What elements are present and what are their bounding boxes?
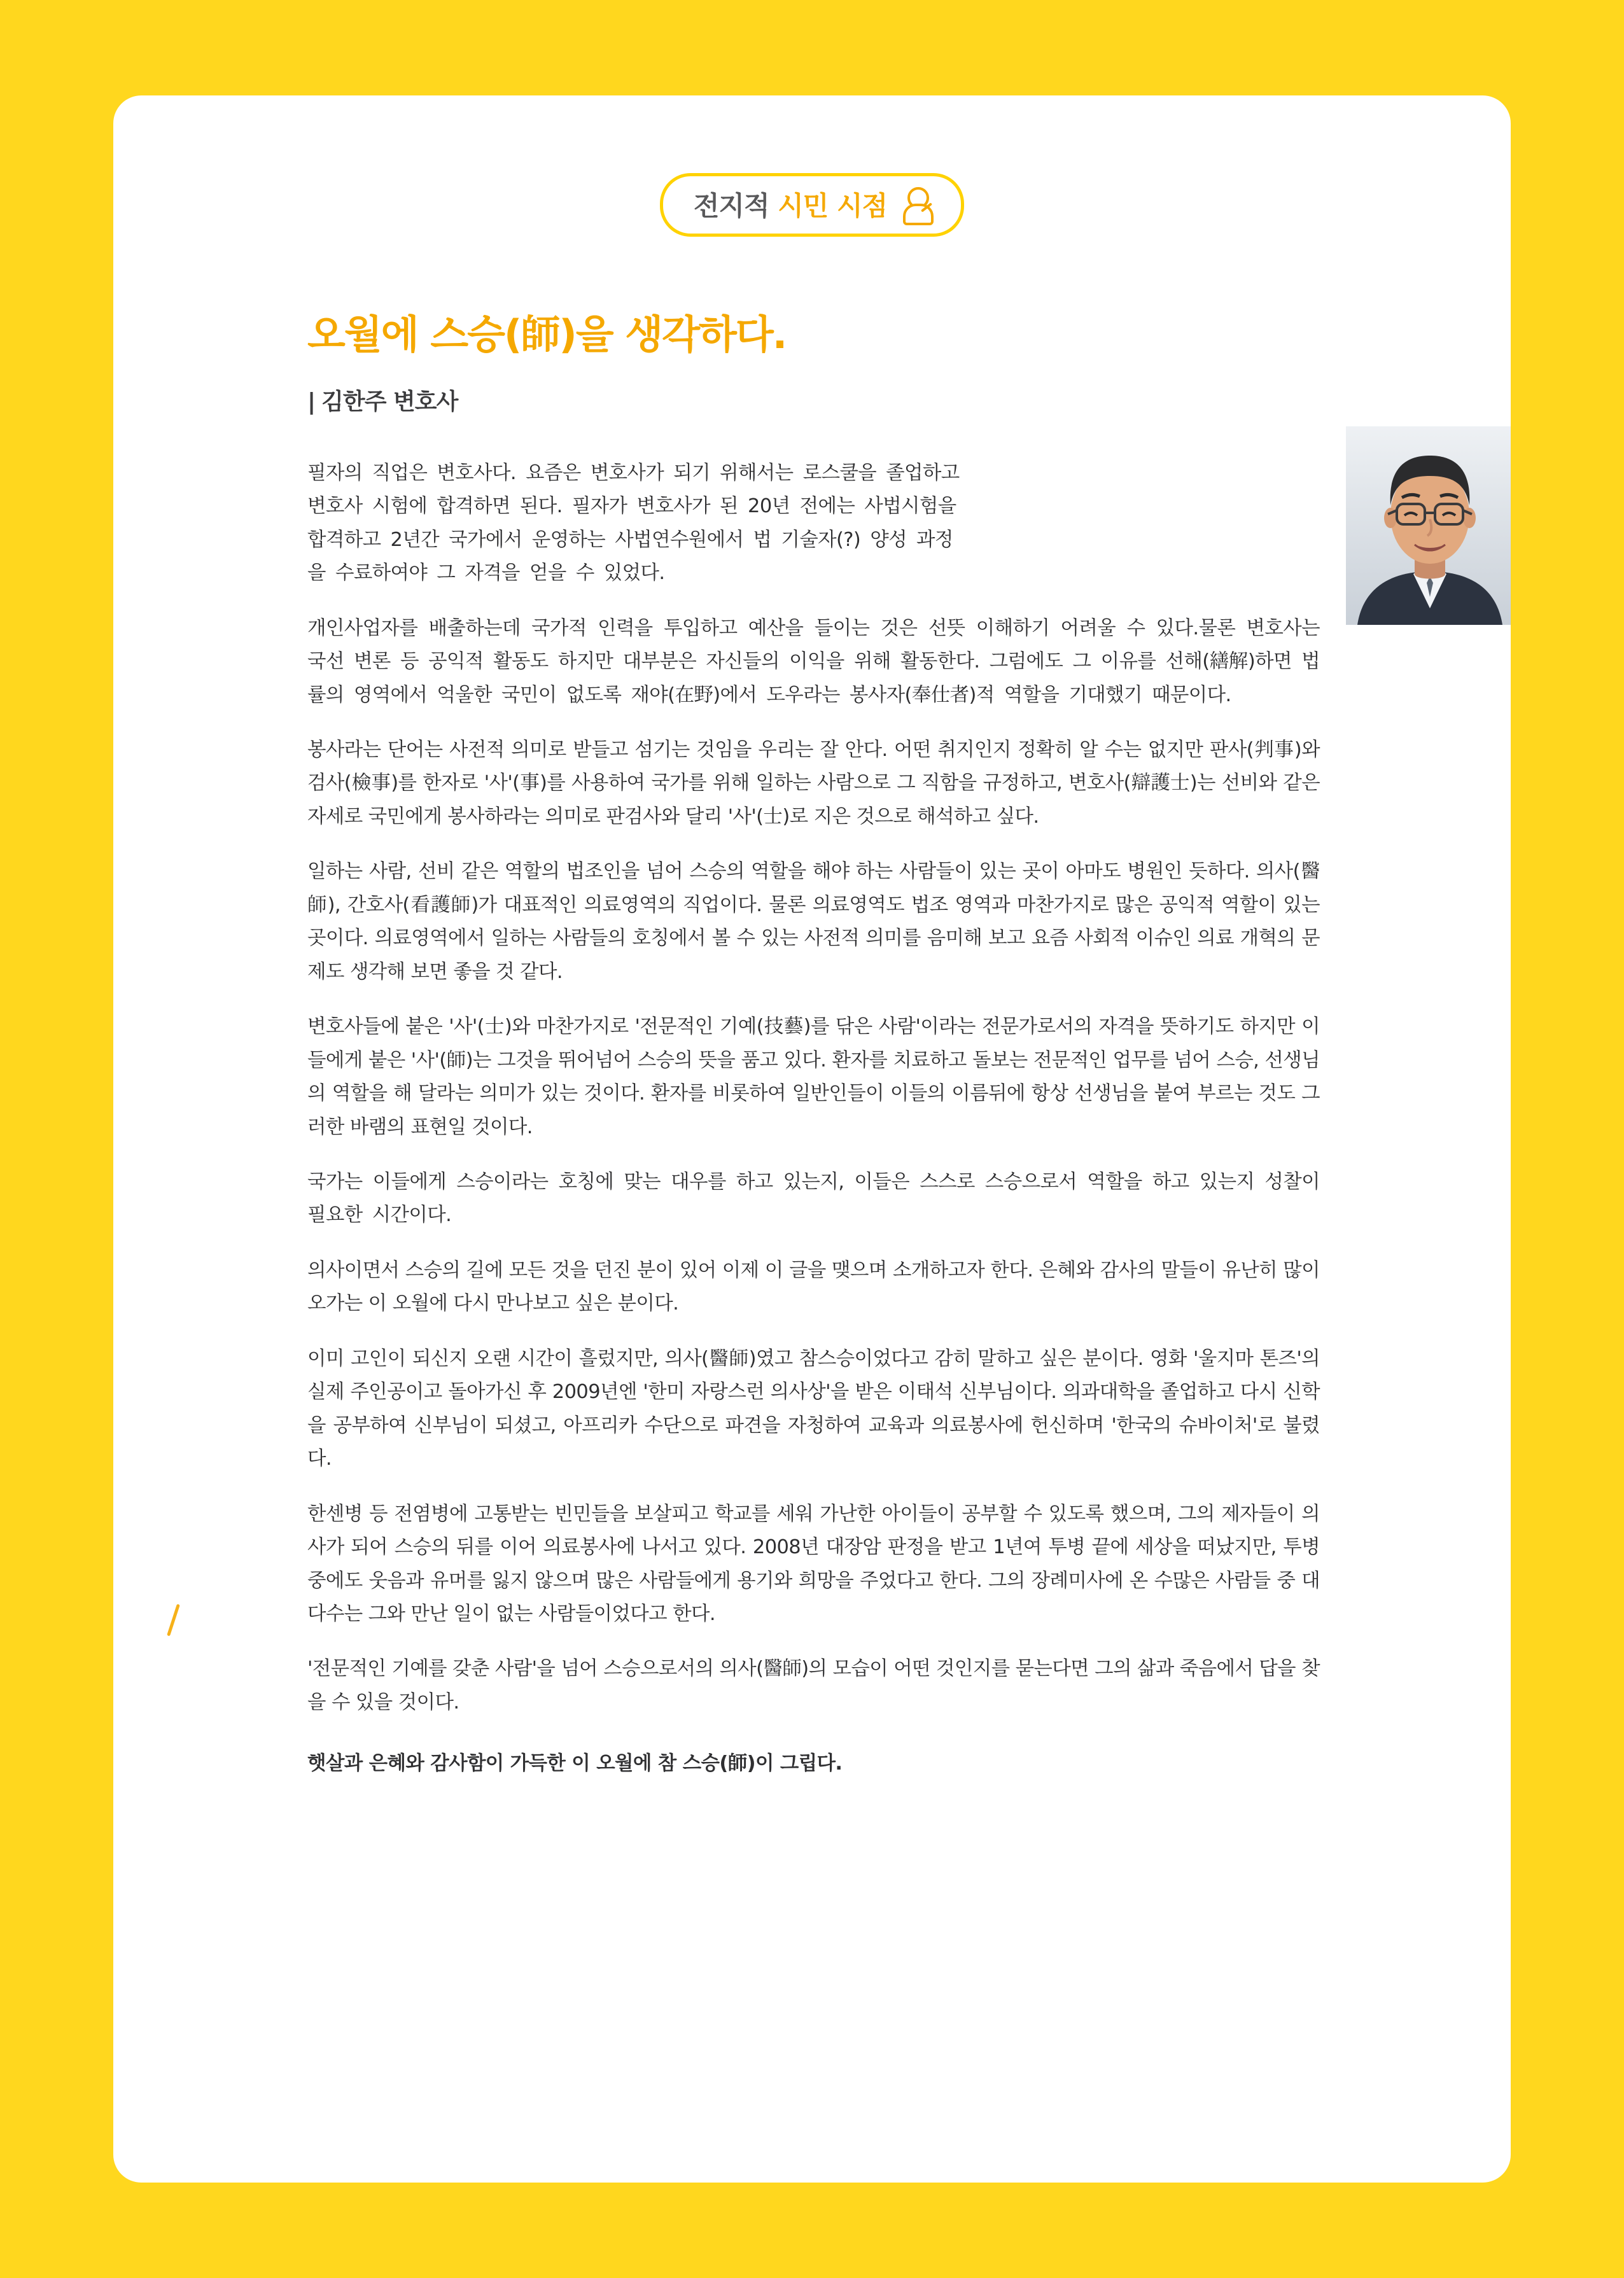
paragraph: 필자의 직업은 변호사다. 요즘은 변호사가 되기 위해서는 로스쿨을 졸업하고 변호사 시험에 합격하면 된다. 필자가 변호사가 된 20년 전에는 사법시험을 합격하고 2년간 국가에서 운영하는 사법연수원에서 법 기술자(?) 양성 과정을 수료하여야 그 자격을 얻을 수 있었다. <box>307 461 960 585</box>
section-badge-label-part1: 전지적 <box>693 190 778 221</box>
section-badge <box>660 173 964 237</box>
paragraph: 봉사라는 단어는 사전적 의미로 받들고 섬기는 것임을 우리는 잘 안다. 어떤 취지인지 정확히 알 수는 없지만 판사(判事)와 검사(檢事)를 한자로 '사'(事)를 사용하여 국가를 위해 일하는 사람으로 그 직함을 규정하고, 변호사(辯護士)는 선비와 같은 자세로 국민에게 봉사하라는 의미로 판검사와 달리 '사'(士)로 지은 것으로 해석하고 싶다. <box>307 739 1320 828</box>
badge-container <box>113 173 1511 237</box>
byline-bar: | <box>307 388 316 415</box>
byline-author: 김한주 변호사 <box>321 388 458 415</box>
article-card <box>113 95 1511 2183</box>
closing-statement: 햇살과 은혜와 감사함이 가득한 이 오월에 참 스승(師)이 그립다. <box>307 1752 843 1775</box>
author-portrait <box>1346 426 1511 625</box>
section-badge-label-part2: 시민 시점 <box>778 190 888 221</box>
page-title: 오월에 스승(師)을 생각하다. <box>307 311 787 358</box>
article-body <box>307 457 1320 1781</box>
section-badge-label <box>694 185 887 223</box>
person-megaphone-icon <box>899 187 933 221</box>
paragraph: 국가는 이들에게 스승이라는 호칭에 맞는 대우를 하고 있는지, 이들은 스스로 스승으로서 역할을 하고 있는지 성찰이 필요한 시간이다. <box>307 1170 1320 1227</box>
paragraph: 변호사들에 붙은 '사'(士)와 마찬가지로 '전문적인 기예(技藝)를 닦은 사람'이라는 전문가로서의 자격을 뜻하기도 하지만 이들에게 붙은 '사'(師)는 그것을 뛰어넘어 스승의 뜻을 품고 있다. 환자를 치료하고 돌보는 전문적인 업무를 넘어 스승, 선생님의 역할을 해 달라는 의미가 있는 것이다. 환자를 비롯하여 일반인들이 이들의 이름뒤에 항상 선생님을 붙여 부르는 것도 그러한 바램의 표현일 것이다. <box>307 1016 1320 1138</box>
article-content <box>113 312 1511 1781</box>
paragraph: 개인사업자를 배출하는데 국가적 인력을 투입하고 예산을 들이는 것은 선뜻 이해하기 어려울 수 있다.물론 변호사는 국선 변론 등 공익적 활동도 하지만 대부분은 자신들의 이익을 위해 활동한다. 그럼에도 그 이유를 선해(繕解)하면 법률의 영역에서 억울한 국민이 없도록 재야(在野)에서 도우라는 봉사자(奉仕者)적 역할을 기대했기 때문이다. <box>307 617 1320 706</box>
paragraph: 의사이면서 스승의 길에 모든 것을 던진 분이 있어 이제 이 글을 맺으며 소개하고자 한다. 은혜와 감사의 말들이 유난히 많이 오가는 이 오월에 다시 만나보고 싶은 분이다. <box>307 1259 1320 1315</box>
paragraph: 이미 고인이 되신지 오랜 시간이 흘렀지만, 의사(醫師)였고 참스승이었다고 감히 말하고 싶은 분이다. 영화 '울지마 톤즈'의 실제 주인공이고 돌아가신 후 2009년엔 '한미 자랑스런 의사상'을 받은 이태석 신부님이다. 의과대학을 졸업하고 다시 신학을 공부하여 신부님이 되셨고, 아프리카 수단으로 파견을 자청하여 교육과 의료봉사에 헌신하며 '한국의 슈바이처'로 불렸다. <box>307 1347 1320 1471</box>
paragraph: '전문적인 기예를 갖춘 사람'을 넘어 스승으로서의 의사(醫師)의 모습이 어떤 것인지를 묻는다면 그의 삶과 죽음에서 답을 찾을 수 있을 것이다. <box>307 1658 1320 1714</box>
byline <box>307 384 1320 416</box>
paragraph: 한센병 등 전염병에 고통받는 빈민들을 보살피고 학교를 세워 가난한 아이들이 공부할 수 있도록 했으며, 그의 제자들이 의사가 되어 스승의 뒤를 이어 의료봉사에 나서고 있다. 2008년 대장암 판정을 받고 1년여 투병 끝에 세상을 떠났지만, 투병 중에도 웃음과 유머를 잃지 않으며 많은 사람들에게 용기와 희망을 주었다고 한다. 그의 장례미사에 온 수많은 사람들 중 대다수는 그와 만난 일이 없는 사람들이었다고 한다. <box>307 1502 1320 1625</box>
paragraph: 일하는 사람, 선비 같은 역할의 법조인을 넘어 스승의 역할을 해야 하는 사람들이 있는 곳이 아마도 병원인 듯하다. 의사(醫師), 간호사(看護師)가 대표적인 의료영역의 직업이다. 물론 의료영역도 법조 영역과 마찬가지로 많은 공익적 역할이 있는 곳이다. 의료영역에서 일하는 사람들의 호칭에서 볼 수 있는 사전적 의미를 음미해 보고 요즘 사회적 이슈인 의료 개혁의 문제도 생각해 보면 좋을 것 같다. <box>307 860 1320 983</box>
